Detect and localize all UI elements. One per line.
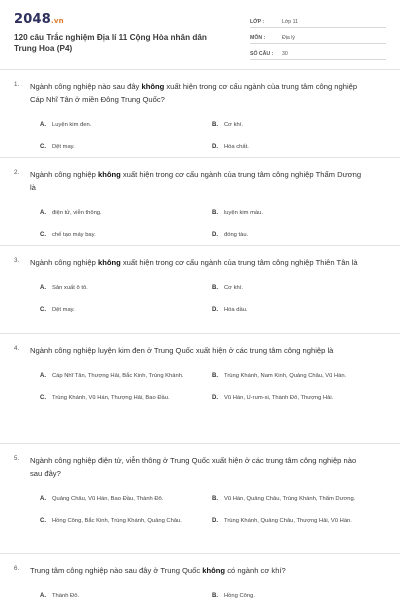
answer-option-b[interactable] [212,488,384,510]
option-letter: D. [212,306,218,313]
option-letter: C. [40,231,46,238]
meta-row-count [250,46,386,60]
option-letter: A. [40,372,46,379]
option-text: Dệt may. [52,143,75,150]
answer-option-d[interactable] [212,510,384,532]
answer-options [40,577,386,600]
answer-option-c[interactable] [40,510,212,532]
answer-options [40,357,386,415]
question-text-part: xuất hiện trong cơ cấu ngành của trung tâm công nghiệp Thiên Tân là [120,258,358,267]
option-letter: A. [40,121,46,128]
question-emphasis: không [97,258,121,267]
option-text: Cơ khí. [224,284,243,291]
meta-row-class [250,14,386,28]
option-text: Hóa dầu. [224,306,248,313]
option-text: Dệt may. [52,306,75,313]
answer-option-b[interactable] [212,277,384,299]
question-text-part: xuất hiện trong cơ cấu ngành của trung tâm công nghiệp Thẩm Dương là [30,170,362,192]
option-text: Vũ Hán, U-rum-si, Thành Đô, Thượng Hải. [224,394,334,401]
option-text: điện tử, viễn thông. [52,209,102,216]
option-text: Thành Đô. [52,592,80,599]
option-text: Quảng Châu, Vũ Hán, Bao Đầu, Thành Đô. [52,495,164,502]
option-letter: B. [212,121,218,128]
question-text-part: Ngành công nghiệp nào sau đây [30,82,142,91]
question-6 [0,554,400,600]
question-text-part: Ngành công nghiệp luyện kim đen ở Trung Quốc xuất hiện ở các trung tâm công nghiệp là [30,346,334,355]
meta-value: Địa lý [282,35,295,41]
answer-option-c[interactable] [40,224,212,246]
option-letter: C. [40,394,46,401]
meta-label: MÔN : [250,35,266,41]
option-text: Luyện kim đen. [52,121,92,128]
answer-option-d[interactable] [212,387,384,409]
option-letter: B. [212,495,218,502]
answer-option-a[interactable] [40,365,212,387]
question-number: 4. [14,345,20,352]
option-text: Cáp Nhĩ Tân, Thượng Hải, Bắc Kinh, Trùng Khánh. [52,372,184,379]
meta-value: Lớp 11 [282,19,298,25]
option-letter: B. [212,592,218,599]
question-4 [0,334,400,444]
answer-option-b[interactable] [212,114,384,136]
question-text [30,454,386,480]
logo-tld: .vn [50,17,64,25]
option-text: Trùng Khánh, Vũ Hán, Thượng Hải, Bao Đầu. [52,394,170,401]
option-letter: C. [40,143,46,150]
page-header [0,0,400,70]
option-text: chế tạo máy bay. [52,231,96,238]
answer-option-a[interactable] [40,114,212,136]
question-text-part: Trung tâm công nghiệp nào sau đây ở Trung Quốc [30,566,203,575]
option-text: đóng tàu. [224,231,249,238]
question-number: 2. [14,169,20,176]
answer-option-b[interactable] [212,365,384,387]
question-text [30,256,386,269]
option-text: Vũ Hán, Quảng Châu, Trùng Khánh, Thẩm Dương. [224,495,356,502]
meta-label: LỚP : [250,19,265,25]
question-number: 1. [14,81,20,88]
answer-option-b[interactable] [212,202,384,224]
logo-main: 2048 [14,12,51,27]
option-text: Sản xuất ô tô. [52,284,88,291]
question-2 [0,158,400,246]
answer-option-c[interactable] [40,387,212,409]
answer-option-a[interactable] [40,488,212,510]
option-text: Hóa chất. [224,143,249,150]
question-5 [0,444,400,554]
option-letter: C. [40,517,46,524]
question-text [30,564,386,577]
answer-option-a[interactable] [40,585,212,600]
answer-option-a[interactable] [40,277,212,299]
option-letter: A. [40,209,46,216]
option-text: Trùng Khánh, Quảng Châu, Thượng Hải, Vũ Hán. [224,517,352,524]
option-letter: B. [212,284,218,291]
question-text-part: xuất hiện trong cơ cấu ngành của trung tâm công nghiệp Cáp Nhĩ Tân ở miền Đông Trung Quốc? [30,82,358,104]
meta-label: SỐ CÂU : [250,51,274,57]
question-3 [0,246,400,334]
answer-option-d[interactable] [212,136,384,158]
answer-option-d[interactable] [212,299,384,321]
question-list [0,70,400,600]
option-letter: A. [40,284,46,291]
option-letter: B. [212,209,218,216]
meta-row-subject [250,30,386,44]
answer-option-a[interactable] [40,202,212,224]
option-letter: D. [212,143,218,150]
option-letter: A. [40,495,46,502]
option-text: Hồng Công, Bắc Kinh, Trùng Khánh, Quảng Châu. [52,517,182,524]
option-letter: C. [40,306,46,313]
question-emphasis: không [97,170,121,179]
question-number: 3. [14,257,20,264]
answer-option-b[interactable] [212,585,384,600]
document-title: 120 câu Trắc nghiệm Địa lí 11 Cộng Hòa nhân dân Trung Hoa (P4) [14,33,207,53]
answer-options [40,106,386,164]
question-number: 6. [14,565,20,572]
meta-value: 30 [282,51,288,57]
option-letter: D. [212,394,218,401]
question-emphasis: không [141,82,165,91]
answer-option-c[interactable] [40,136,212,158]
answer-options [40,194,386,252]
question-text [30,168,386,194]
question-text-part: Ngành công nghiệp điện tử, viễn thông ở Trung Quốc xuất hiện ở các trung tâm công nghiệp nào sau đây? [30,456,357,478]
question-text-part: có ngành cơ khí? [225,566,286,575]
answer-option-d[interactable] [212,224,384,246]
question-text [30,80,386,106]
quiz-meta [250,14,386,62]
option-text: Hồng Công. [224,592,255,599]
question-number: 5. [14,455,20,462]
option-letter: B. [212,372,218,379]
question-text [30,344,386,357]
question-emphasis: không [202,566,226,575]
option-text: luyện kim màu. [224,209,263,216]
answer-options [40,480,386,538]
option-letter: D. [212,231,218,238]
answer-options [40,269,386,327]
option-text: Cơ khí. [224,121,243,128]
answer-option-c[interactable] [40,299,212,321]
option-text: Trùng Khánh, Nam Kinh, Quảng Châu, Vũ Hán. [224,372,347,379]
question-text-part: Ngành công nghiệp [30,258,98,267]
option-letter: A. [40,592,46,599]
question-text-part: Ngành công nghiệp [30,170,98,179]
question-1 [0,70,400,158]
option-letter: D. [212,517,218,524]
